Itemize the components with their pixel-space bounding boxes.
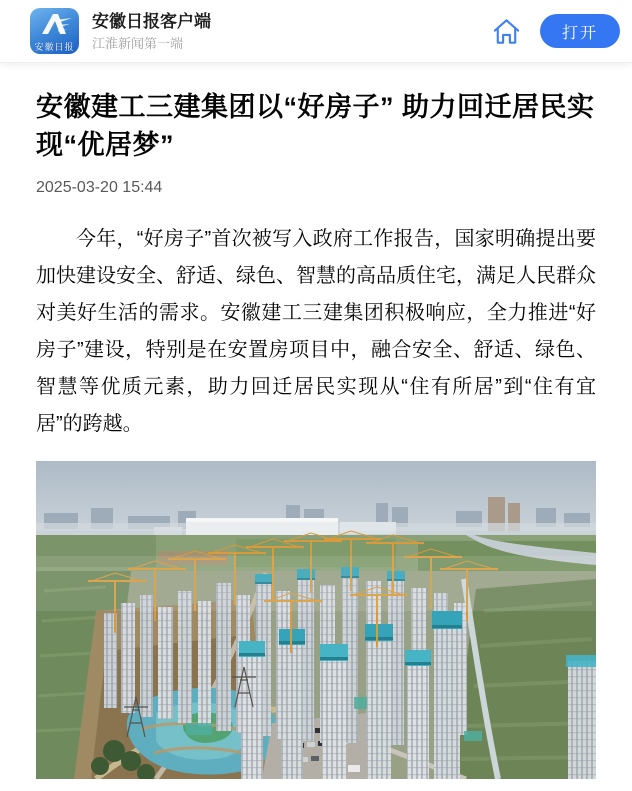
article-photo[interactable] xyxy=(36,461,596,779)
wing-A-glyph xyxy=(36,12,73,38)
home-icon[interactable] xyxy=(491,16,522,47)
construction-aerial-photo-graphic xyxy=(36,461,596,779)
app-logo-text: 安徽日报 xyxy=(34,42,75,52)
app-banner xyxy=(0,0,632,63)
article-title: 安徽建工三建集团以“好房子” 助力回迁居民实现“优居梦” xyxy=(36,92,595,160)
app-subtitle: 江淮新闻第一端 xyxy=(92,35,184,51)
article xyxy=(0,88,632,791)
app-info xyxy=(92,11,491,52)
article-paragraph: 今年，“好房子”首次被写入政府工作报告，国家明确提出要加快建设安全、舒适、绿色、智慧的高品质住宅，满足人民群众对美好生活的需求。安徽建工三建集团积极响应，全力推进“好房子”建设，特别是在安置房项目中，融合安全、舒适、绿色、智慧等优质元素，助力回迁居民实现从“住有所居”到“住有宜居”的跨越。 xyxy=(36,228,596,435)
app-logo-icon xyxy=(30,8,79,54)
app-title: 安徽日报客户端 xyxy=(92,11,211,31)
article-date: 2025-03-20 15:44 xyxy=(36,179,163,196)
open-app-button[interactable]: 打开 xyxy=(540,14,620,48)
